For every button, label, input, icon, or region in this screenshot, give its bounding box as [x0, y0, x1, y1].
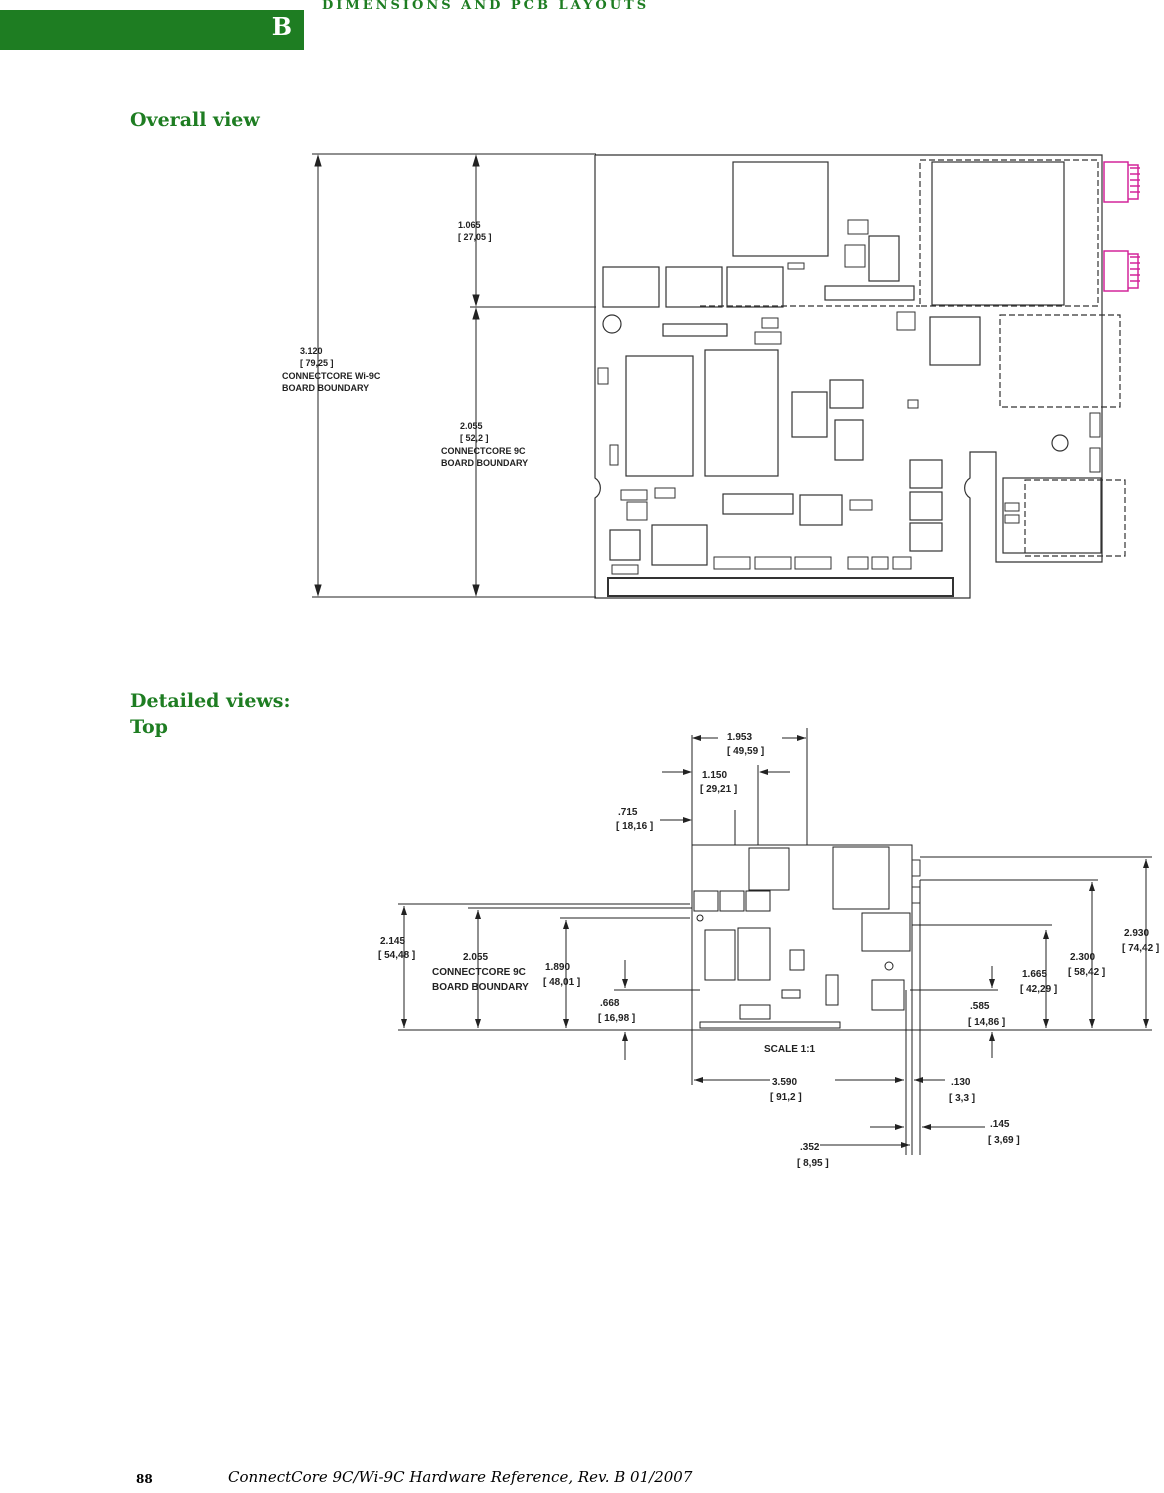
dim-352-mm: [ 8,95 ] [797, 1158, 829, 1169]
page-number: 88 [136, 1472, 153, 1486]
dim-715-inch: .715 [618, 807, 638, 818]
dim-1890-inch: 1.890 [545, 962, 571, 973]
dim-668-inch: .668 [600, 998, 620, 1009]
appendix-letter: B [271, 12, 292, 41]
dim-2300-inch: 2.300 [1070, 952, 1096, 963]
dim-2055-top-inch: 2.055 [463, 952, 489, 963]
dim-1665-inch: 1.665 [1022, 969, 1048, 980]
dim-1065-inch: 1.065 [458, 220, 481, 230]
dim-1665-mm: [ 42,29 ] [1020, 984, 1058, 995]
dim-715-mm: [ 18,16 ] [616, 821, 654, 832]
dim-1150-inch: 1.150 [702, 770, 728, 781]
dim-2055-top-note1: CONNECTCORE 9C [432, 967, 526, 978]
section-heading-detailed-line2: Top [130, 716, 168, 738]
dim-2055-note2: BOARD BOUNDARY [441, 458, 529, 468]
dim-3120-note2: BOARD BOUNDARY [282, 383, 370, 393]
dim-3120-note1: CONNECTCORE Wi-9C [282, 371, 381, 381]
dim-3590-mm: [ 91,2 ] [770, 1092, 802, 1103]
dim-2055-inch: 2.055 [460, 421, 483, 431]
document-reference: ConnectCore 9C/Wi-9C Hardware Reference, Rev. B 01/2007 [228, 1468, 693, 1486]
dim-585-inch: .585 [970, 1001, 990, 1012]
dim-2145-mm: [ 54,48 ] [378, 950, 416, 961]
dim-3120-mm: [ 79,25 ] [300, 358, 334, 368]
dim-130-mm: [ 3,3 ] [949, 1093, 976, 1104]
dim-145-inch: .145 [990, 1119, 1010, 1130]
dim-3590-inch: 3.590 [772, 1077, 798, 1088]
dim-2055-top-note2: BOARD BOUNDARY [432, 982, 529, 993]
chapter-title: DIMENSIONS AND PCB LAYOUTS [322, 0, 650, 13]
dim-2055-note1: CONNECTCORE 9C [441, 446, 526, 456]
dim-352-inch: .352 [800, 1142, 820, 1153]
dim-668-mm: [ 16,98 ] [598, 1013, 636, 1024]
dim-130-inch: .130 [951, 1077, 971, 1088]
dim-2930-mm: [ 74,42 ] [1122, 943, 1160, 954]
dim-3120-inch: 3.120 [300, 346, 323, 356]
dim-1890-mm: [ 48,01 ] [543, 977, 581, 988]
dim-2300-mm: [ 58,42 ] [1068, 967, 1106, 978]
dim-585-mm: [ 14,86 ] [968, 1017, 1006, 1028]
scale-label: SCALE 1:1 [764, 1044, 816, 1055]
dim-2055-mm: [ 52,2 ] [460, 433, 489, 443]
dim-1150-mm: [ 29,21 ] [700, 784, 738, 795]
section-heading-overall: Overall view [130, 109, 260, 131]
dim-2930-inch: 2.930 [1124, 928, 1150, 939]
dim-145-mm: [ 3,69 ] [988, 1135, 1020, 1146]
section-heading-detailed-line1: Detailed views: [130, 690, 291, 712]
dim-1953-mm: [ 49,59 ] [727, 746, 765, 757]
dim-1065-mm: [ 27,05 ] [458, 232, 492, 242]
dim-1953-inch: 1.953 [727, 732, 753, 743]
dim-2145-inch: 2.145 [380, 936, 406, 947]
